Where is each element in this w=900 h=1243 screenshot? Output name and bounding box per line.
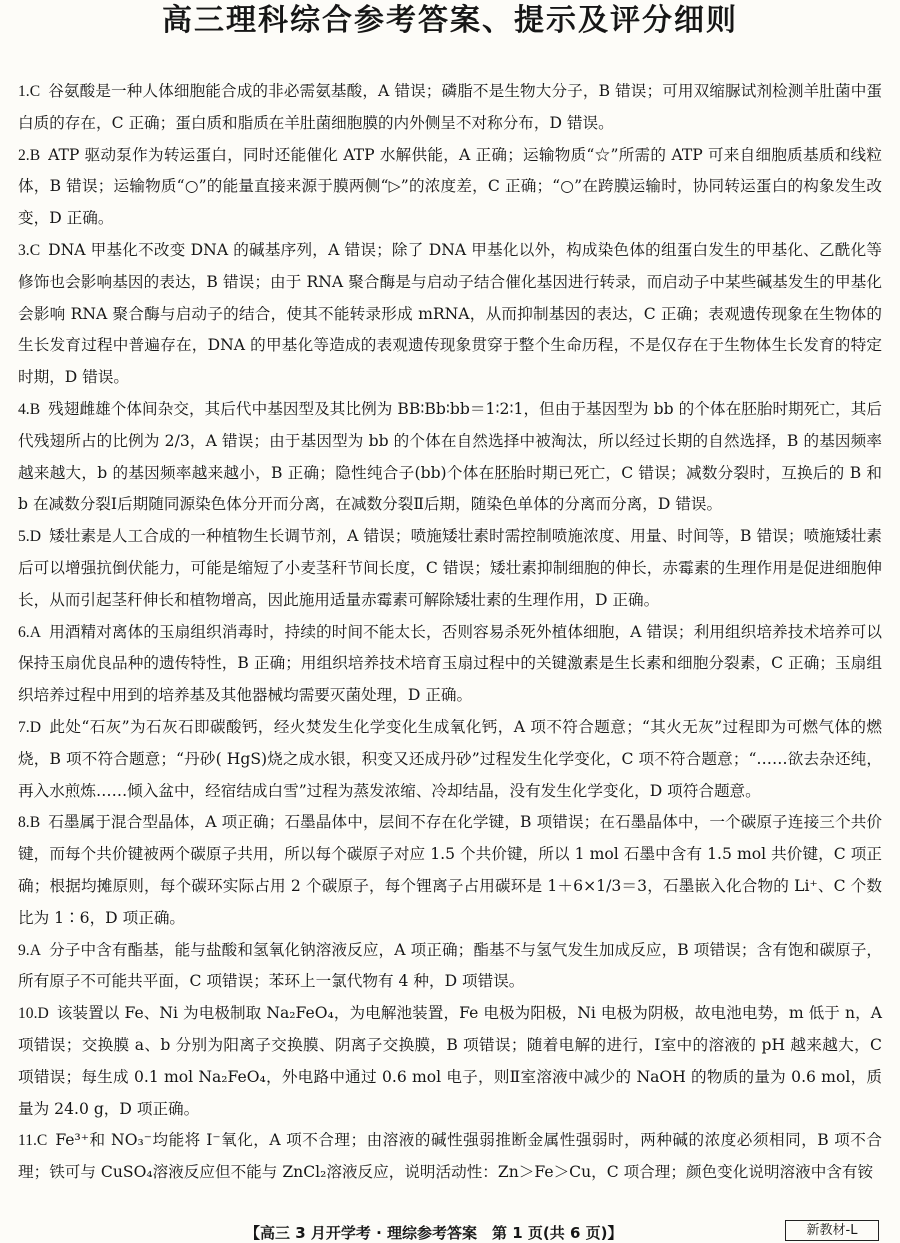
answer-number: 7.D — [18, 718, 41, 736]
answer-item-3 — [18, 235, 882, 394]
answer-item-10 — [18, 998, 882, 1125]
answer-number: 3.C — [18, 241, 41, 259]
page-footer — [0, 1220, 900, 1241]
answer-explanation: DNA 甲基化不改变 DNA 的碱基序列，A 错误；除了 DNA 甲基化以外，构成染色体的组蛋白发生的甲基化、乙酰化等修饰也会影响基因的表达，B 错误；由于 RNA 聚合酶是与启动子结合催化基因进行转录，而启动子中某些碱基发生的甲基化会影响 RNA 聚合酶与启动子的结合，使其不能转录形成 mRNA，从而抑制基因的表达，C 正确；表观遗传现象在生物体的生长发育过程中普遍存在，DNA 的甲基化等造成的表观遗传现象贯穿于整个生命历程，不是仅存在于生物体生长发育的特定时期，D 错误。 — [18, 240, 882, 387]
answer-number: 5.D — [18, 528, 41, 546]
answer-number: 2.B — [18, 146, 41, 164]
answer-explanation: ATP 驱动泵作为转运蛋白，同时还能催化 ATP 水解供能，A 正确；运输物质“☆”所需的 ATP 可来自细胞质基质和线粒体，B 错误；运输物质“○”的能量直接来源于膜两侧“▷”的浓度差，C 正确；“○”在跨膜运输时，协同转运蛋白的构象发生改变，D 正确。 — [18, 145, 882, 228]
answer-explanation: 该装置以 Fe、Ni 为电极制取 Na₂FeO₄，为电解池装置，Fe 电极为阳极，Ni 电极为阴极，故电池电势，m 低于 n，A 项错误；交换膜 a、b 分别为阳离子交换膜、阴离子交换膜，B 项错误；随着电解的进行，Ⅰ室中的溶液的 pH 越来越大，C 项错误；每生成 0.1 mol Na₂FeO₄，外电路中通过 0.6 mol 电子，则Ⅱ室溶液中减少的 NaOH 的物质的量为 0.6 mol，质量为 24.0 g，D 项正确。 — [18, 1004, 882, 1118]
answer-item-11 — [18, 1125, 882, 1189]
answer-number: 6.A — [18, 623, 41, 641]
answer-explanation: 残翅雌雄个体间杂交，其后代中基因型及其比例为 BB∶Bb∶bb＝1∶2∶1，但由于基因型为 bb 的个体在胚胎时期死亡，其后代残翅所占的比例为 2/3，A 错误；由于基因型为 bb 的个体在自然选择中被淘汰，所以经过长期的自然选择，B 的基因频率越来越大，b 的基因频率越来越小，B 正确；隐性纯合子(bb)个体在胚胎时期已死亡，C 错误；减数分裂时，互换后的 B 和 b 在减数分裂Ⅰ后期随同源染色体分开而分离，在减数分裂Ⅱ后期，随染色单体的分离而分离，D 错误。 — [18, 399, 882, 514]
answer-explanation: 此处“石灰”为石灰石即碳酸钙，经火焚发生化学变化生成氧化钙，A 项不符合题意；“其火无灰”过程即为可燃气体的燃烧，B 项不符合题意；“丹砂( HgS)烧之成水银，积变又还成丹砂”过程发生化学变化，C 项不符合题意；“……欲去杂还纯，再入水煎炼……倾入盆中，经宿结成白雪”过程为蒸发浓缩、冷却结晶，没有发生化学变化，D 项符合题意。 — [18, 717, 882, 800]
page-title: 高三理科综合参考答案、提示及评分细则 — [162, 3, 738, 38]
answer-number: 4.B — [18, 400, 41, 418]
answer-item-9 — [18, 935, 882, 999]
edition-badge: 新教材-L — [785, 1220, 879, 1241]
answer-explanation: 谷氨酸是一种人体细胞能合成的非必需氨基酸，A 错误；磷脂不是生物大分子，B 错误；可用双缩脲试剂检测羊肚菌中蛋白质的存在，C 正确；蛋白质和脂质在羊肚菌细胞膜的内外侧呈不对称分布，D 错误。 — [18, 82, 882, 132]
answer-number: 8.B — [18, 814, 41, 832]
answer-item-7 — [18, 712, 882, 807]
answer-item-8 — [18, 807, 882, 934]
answer-number: 1.C — [18, 83, 41, 100]
answer-explanation: 用酒精对离体的玉扇组织消毒时，持续的时间不能太长，否则容易杀死外植体细胞，A 错误；利用组织培养技术培养可以保持玉扇优良品种的遗传特性，B 正确；用组织培养技术培育玉扇过程中的关键激素是生长素和细胞分裂素，C 正确；玉扇组织培养过程中用到的培养基及其他器械均需要灭菌处理，D 正确。 — [18, 622, 882, 705]
answer-item-6 — [18, 617, 882, 712]
answer-explanation: 矮壮素是人工合成的一种植物生长调节剂，A 错误；喷施矮壮素时需控制喷施浓度、用量、时间等，B 错误；喷施矮壮素后可以增强抗倒伏能力，可能是缩短了小麦茎秆节间长度，C 错误；矮壮素抑制细胞的伸长，赤霉素的生理作用是促进细胞伸长，从而引起茎秆伸长和植物增高，因此施用适量赤霉素可解除矮壮素的生理作用，D 正确。 — [18, 527, 882, 609]
answer-explanation: Fe³⁺和 NO₃⁻均能将 I⁻氧化，A 项不合理；由溶液的碱性强弱推断金属性强弱时，两种碱的浓度必须相同，B 项不合理；铁可与 CuSO₄溶液反应但不能与 ZnCl₂溶液反应，说明活动性：Zn＞Fe＞Cu，C 项合理；颜色变化说明溶液中含有铵 — [18, 1131, 882, 1182]
answer-explanation: 石墨属于混合型晶体，A 项正确；石墨晶体中，层间不存在化学键，B 项错误；在石墨晶体中，一个碳原子连接三个共价键，而每个共价键被两个碳原子共用，所以每个碳原子对应 1.5 个共价键，所以 1 mol 石墨中含有 1.5 mol 共价键，C 项正确；根据均摊原则，每个碳环实际占用 2 个碳原子，每个锂离子占用碳环是 1＋6×1/3＝3，石墨嵌入化合物的 Li⁺、C 个数比为 1∶6，D 项正确。 — [18, 813, 882, 927]
answer-item-4 — [18, 394, 882, 521]
answer-explanation: 分子中含有酯基，能与盐酸和氢氧化钠溶液反应，A 项正确；酯基不与氢气发生加成反应，B 项错误；含有饱和碳原子，所有原子不可能共平面，C 项错误；苯环上一氯代物有 4 种，D 项错误。 — [18, 940, 882, 991]
answer-number: 11.C — [18, 1132, 48, 1150]
answer-number: 10.D — [18, 1005, 49, 1023]
answer-item-5 — [18, 521, 882, 616]
answer-item-2 — [18, 140, 882, 235]
answer-number: 9.A — [18, 941, 41, 959]
footer-text: 【高三 3 月开学考 · 理综参考答案 第 1 页(共 6 页)】 — [245, 1224, 623, 1242]
answer-item-1 — [18, 76, 882, 140]
answer-list — [18, 76, 882, 1189]
